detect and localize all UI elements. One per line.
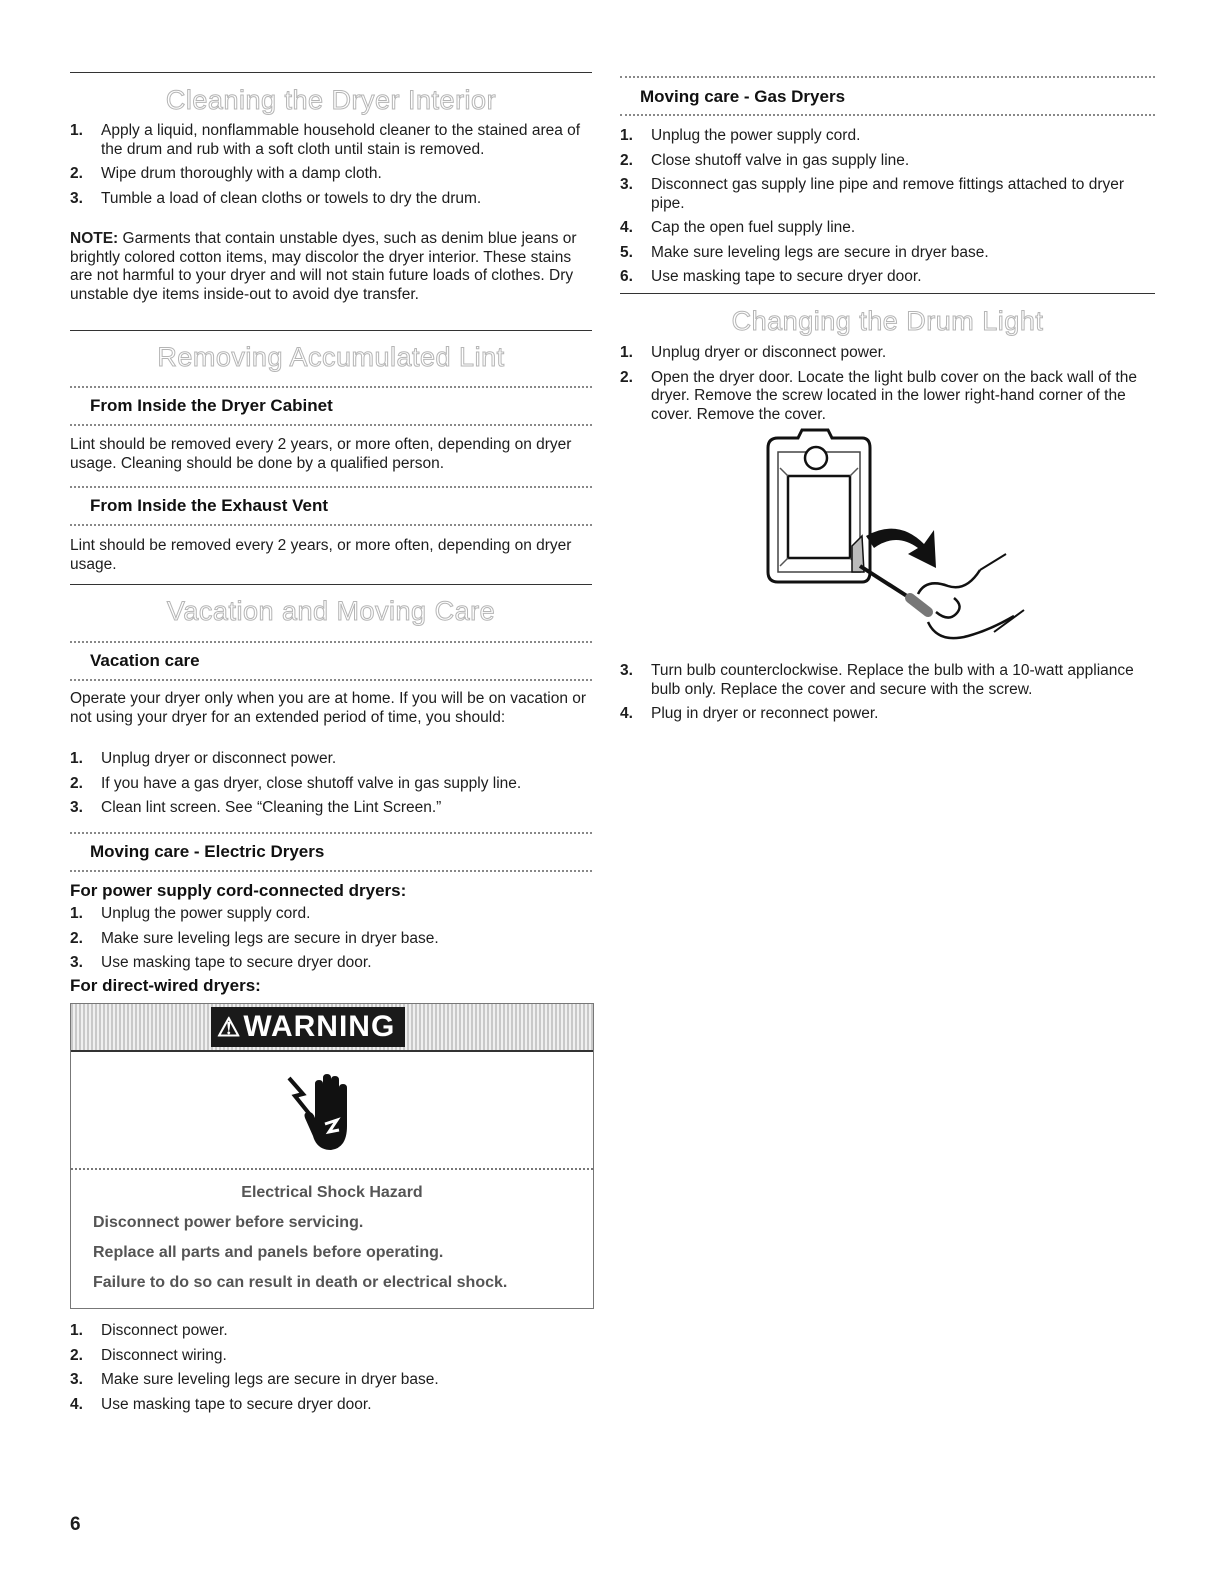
cord-connected-heading: For power supply cord-connected dryers: <box>70 881 407 900</box>
dotted-rule <box>70 870 592 872</box>
dotted-rule <box>70 832 592 834</box>
subhead-electric: Moving care - Electric Dryers <box>90 842 325 861</box>
section-title-cleaning: Cleaning the Dryer Interior <box>165 85 497 115</box>
warning-triangle-icon: ⚠ <box>217 1012 242 1042</box>
list-item: 2. Close shutoff valve in gas supply line. <box>620 151 910 169</box>
warning-icon-area <box>71 1052 593 1170</box>
drum-light-steps-a <box>620 344 1155 430</box>
cleaning-note: NOTE: Garments that contain unstable dyes, such as denim blue jeans or brightly colored cotton items, may discolor the dryer interior. These stains are not harmful to your dryer and will not stain future loads of clothes. Dry unstable dye items inside-out to avoid dye transfer. <box>70 230 577 303</box>
list-item: 2. If you have a gas dryer, close shutoff valve in gas supply line. <box>70 774 522 792</box>
list-item: 1. Apply a liquid, nonflammable household cleaner to the stained area of the drum and rub with a soft cloth until stain is removed. <box>70 122 581 158</box>
section-rule <box>620 293 1155 294</box>
list-item: 1. Unplug the power supply cord. <box>70 905 311 922</box>
dotted-rule <box>70 486 592 488</box>
list-item: 6. Use masking tape to secure dryer door. <box>620 268 922 285</box>
list-item: 1. Disconnect power. <box>70 1322 228 1339</box>
list-item: 2. Wipe drum thoroughly with a damp cloth. <box>70 165 382 182</box>
list-item: 3. Make sure leveling legs are secure in dryer base. <box>70 1371 439 1388</box>
cleaning-steps <box>70 122 592 214</box>
list-item: 3. Tumble a load of clean cloths or towels to dry the drum. <box>70 189 482 207</box>
gas-steps <box>620 127 1155 293</box>
subhead-vacation: Vacation care <box>90 651 200 670</box>
dotted-rule <box>70 641 592 643</box>
section-title-vacation: Vacation and Moving Care <box>166 596 496 626</box>
list-item: 5. Make sure leveling legs are secure in dryer base. <box>620 243 989 261</box>
drum-light-steps-b <box>620 662 1155 730</box>
electric-shock-hand-icon <box>281 1066 371 1156</box>
list-item: 4. Cap the open fuel supply line. <box>620 219 856 236</box>
list-item: 3. Clean lint screen. See “Cleaning the Lint Screen.” <box>70 799 442 816</box>
dotted-rule <box>70 679 592 681</box>
dotted-rule <box>620 76 1155 78</box>
subhead-gas: Moving care - Gas Dryers <box>640 87 846 106</box>
cord-steps <box>70 905 592 979</box>
dotted-rule <box>70 424 592 426</box>
list-item: 1. Unplug dryer or disconnect power. <box>70 750 337 767</box>
warning-label: ⚠WARNING <box>211 1007 405 1047</box>
wired-steps <box>70 1322 592 1420</box>
list-item: 1. Unplug the power supply cord. <box>620 127 861 144</box>
warning-box <box>70 1003 594 1309</box>
vacation-text: Operate your dryer only when you are at home. If you will be on vacation or not using your dryer for an extended period of time, you should: <box>70 690 587 726</box>
drum-light-cover-figure <box>758 426 1028 656</box>
list-item: 2. Open the dryer door. Locate the light bulb cover on the back wall of the dryer. Remove the screw located in the lower right-hand corner of the cover. Remove the cover. <box>620 368 1137 423</box>
section-rule <box>70 72 592 73</box>
dotted-rule <box>70 524 592 526</box>
vacation-steps <box>70 750 592 824</box>
page-number: 6 <box>70 1514 81 1535</box>
section-rule <box>70 584 592 585</box>
list-item: 4. Plug in dryer or reconnect power. <box>620 705 879 722</box>
warning-band <box>71 1004 593 1052</box>
section-title-drum-light: Changing the Drum Light <box>731 306 1044 336</box>
hazard-line: Failure to do so can result in death or electrical shock. <box>93 1274 508 1291</box>
list-item: 1. Unplug dryer or disconnect power. <box>620 344 887 361</box>
cabinet-text: Lint should be removed every 2 years, or more often, depending on dryer usage. Cleaning should be done by a qualified person. <box>70 436 572 472</box>
hazard-line: Replace all parts and panels before operating. <box>93 1244 444 1261</box>
section-rule <box>70 330 592 331</box>
subhead-cabinet: From Inside the Dryer Cabinet <box>90 396 333 415</box>
section-title-lint: Removing Accumulated Lint <box>157 342 505 372</box>
dotted-rule <box>620 114 1155 116</box>
subhead-vent: From Inside the Exhaust Vent <box>90 496 329 515</box>
list-item: 2. Disconnect wiring. <box>70 1346 227 1364</box>
list-item: 3. Disconnect gas supply line pipe and remove fittings attached to dryer pipe. <box>620 176 1125 212</box>
direct-wired-heading: For direct-wired dryers: <box>70 976 261 995</box>
hazard-title: Electrical Shock Hazard <box>241 1184 423 1201</box>
list-item: 3. Use masking tape to secure dryer door. <box>70 954 372 971</box>
vent-text: Lint should be removed every 2 years, or more often, depending on dryer usage. <box>70 537 572 573</box>
list-item: 4. Use masking tape to secure dryer door. <box>70 1395 372 1413</box>
dotted-rule <box>70 386 592 388</box>
list-item: 3. Turn bulb counterclockwise. Replace the bulb with a 10-watt appliance bulb only. Replace the cover and secure with the screw. <box>620 662 1134 698</box>
list-item: 2. Make sure leveling legs are secure in dryer base. <box>70 929 439 947</box>
hazard-line: Disconnect power before servicing. <box>93 1214 364 1231</box>
